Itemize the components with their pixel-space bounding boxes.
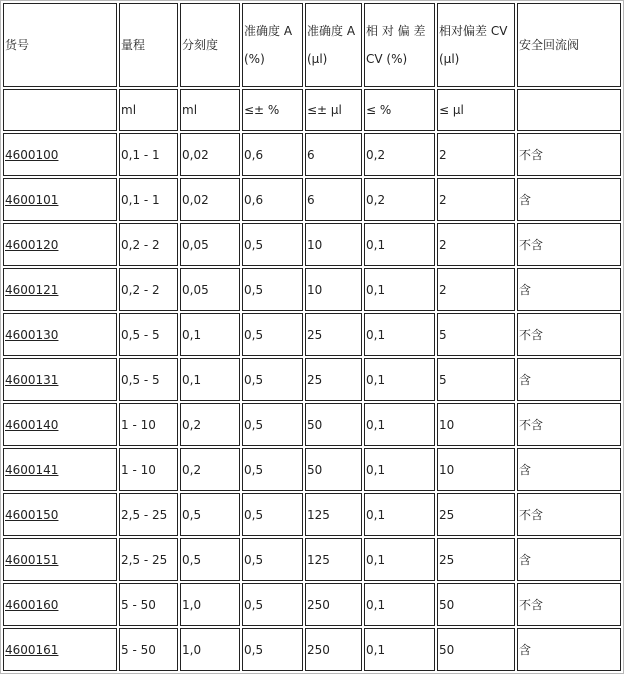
accuracy-ul-cell: 250 [305,583,362,626]
cv-ul-cell: 50 [437,583,515,626]
safety-valve-cell: 不含 [517,493,621,536]
cat-no-cell [3,223,117,266]
cat-no-link[interactable]: 4600120 [5,237,59,252]
division-cell: 0,1 [180,358,240,401]
safety-valve-cell: 不含 [517,133,621,176]
cat-no-cell [3,538,117,581]
division-cell: 1,0 [180,628,240,671]
cv-pct-cell: 0,1 [364,628,435,671]
safety-valve-cell: 不含 [517,583,621,626]
accuracy-ul-cell: 6 [305,133,362,176]
cv-ul-cell: 25 [437,493,515,536]
unit-division: ml [180,89,240,131]
safety-valve-cell: 含 [517,538,621,581]
accuracy-ul-cell: 6 [305,178,362,221]
division-cell: 1,0 [180,583,240,626]
range-cell: 0,2 - 2 [119,223,178,266]
table-row [3,178,621,221]
division-cell: 0,2 [180,448,240,491]
accuracy-pct-cell: 0,5 [242,358,303,401]
range-cell: 5 - 50 [119,628,178,671]
accuracy-pct-cell: 0,5 [242,223,303,266]
unit-safety-valve [517,89,621,131]
cv-pct-cell: 0,1 [364,403,435,446]
accuracy-ul-cell: 10 [305,223,362,266]
cat-no-link[interactable]: 4600150 [5,507,59,522]
accuracy-pct-cell: 0,5 [242,583,303,626]
cv-ul-cell: 5 [437,358,515,401]
safety-valve-cell: 不含 [517,403,621,446]
cv-ul-cell: 5 [437,313,515,356]
table-row [3,403,621,446]
header-safety-valve: 安全回流阀 [517,3,621,87]
cat-no-cell [3,448,117,491]
cat-no-link[interactable]: 4600131 [5,372,59,387]
division-cell: 0,02 [180,133,240,176]
range-cell: 1 - 10 [119,403,178,446]
header-cv-ul: 相对偏差 CV (µl) [437,3,515,87]
division-cell: 0,05 [180,268,240,311]
accuracy-pct-cell: 0,5 [242,628,303,671]
division-cell: 0,5 [180,538,240,581]
safety-valve-cell: 含 [517,268,621,311]
cat-no-link[interactable]: 4600141 [5,462,59,477]
units-row [3,89,621,131]
table-row [3,448,621,491]
accuracy-ul-cell: 50 [305,448,362,491]
range-cell: 1 - 10 [119,448,178,491]
cv-pct-cell: 0,1 [364,268,435,311]
accuracy-ul-cell: 10 [305,268,362,311]
cv-pct-cell: 0,1 [364,223,435,266]
cv-ul-cell: 2 [437,268,515,311]
range-cell: 0,5 - 5 [119,358,178,401]
accuracy-pct-cell: 0,5 [242,493,303,536]
safety-valve-cell: 含 [517,178,621,221]
cv-pct-cell: 0,1 [364,313,435,356]
accuracy-ul-cell: 125 [305,493,362,536]
header-cat-no: 货号 [3,3,117,87]
safety-valve-cell: 含 [517,628,621,671]
table-row [3,268,621,311]
safety-valve-cell: 不含 [517,223,621,266]
accuracy-pct-cell: 0,5 [242,403,303,446]
cv-pct-cell: 0,1 [364,448,435,491]
safety-valve-cell: 含 [517,358,621,401]
range-cell: 0,1 - 1 [119,178,178,221]
range-cell: 2,5 - 25 [119,493,178,536]
division-cell: 0,5 [180,493,240,536]
cat-no-link[interactable]: 4600130 [5,327,59,342]
cv-ul-cell: 10 [437,403,515,446]
unit-accuracy-ul: ≤± µl [305,89,362,131]
cv-pct-cell: 0,2 [364,133,435,176]
cv-pct-cell: 0,1 [364,493,435,536]
cat-no-cell [3,268,117,311]
header-row [3,3,621,87]
division-cell: 0,02 [180,178,240,221]
cat-no-cell [3,583,117,626]
cv-ul-cell: 2 [437,178,515,221]
cv-ul-cell: 10 [437,448,515,491]
cv-pct-cell: 0,2 [364,178,435,221]
division-cell: 0,2 [180,403,240,446]
table-row [3,313,621,356]
unit-accuracy-pct: ≤± % [242,89,303,131]
division-cell: 0,05 [180,223,240,266]
cat-no-link[interactable]: 4600140 [5,417,59,432]
cat-no-link[interactable]: 4600160 [5,597,59,612]
cv-ul-cell: 25 [437,538,515,581]
header-accuracy-ul: 准确度 A (µl) [305,3,362,87]
table-row [3,538,621,581]
header-cv-pct: 相 对 偏 差 CV (%) [364,3,435,87]
unit-cv-pct: ≤ % [364,89,435,131]
table-row [3,133,621,176]
cat-no-cell [3,133,117,176]
cat-no-link[interactable]: 4600151 [5,552,59,567]
range-cell: 2,5 - 25 [119,538,178,581]
unit-range: ml [119,89,178,131]
table-row [3,223,621,266]
cat-no-cell [3,178,117,221]
table-row [3,583,621,626]
accuracy-ul-cell: 50 [305,403,362,446]
accuracy-pct-cell: 0,5 [242,538,303,581]
table-row [3,628,621,671]
division-cell: 0,1 [180,313,240,356]
cat-no-cell [3,358,117,401]
table-row [3,493,621,536]
safety-valve-cell: 含 [517,448,621,491]
cat-no-link[interactable]: 4600100 [5,147,59,162]
table-row [3,358,621,401]
accuracy-ul-cell: 250 [305,628,362,671]
cv-ul-cell: 50 [437,628,515,671]
range-cell: 0,1 - 1 [119,133,178,176]
cat-no-cell [3,313,117,356]
header-accuracy-pct: 准确度 A (%) [242,3,303,87]
cat-no-link[interactable]: 4600121 [5,282,59,297]
header-division: 分刻度 [180,3,240,87]
range-cell: 5 - 50 [119,583,178,626]
accuracy-ul-cell: 25 [305,358,362,401]
cv-pct-cell: 0,1 [364,358,435,401]
accuracy-pct-cell: 0,6 [242,178,303,221]
cat-no-cell [3,493,117,536]
accuracy-pct-cell: 0,5 [242,313,303,356]
accuracy-pct-cell: 0,5 [242,268,303,311]
accuracy-ul-cell: 25 [305,313,362,356]
accuracy-pct-cell: 0,5 [242,448,303,491]
unit-cat-no [3,89,117,131]
unit-cv-ul: ≤ µl [437,89,515,131]
accuracy-ul-cell: 125 [305,538,362,581]
cat-no-link[interactable]: 4600161 [5,642,59,657]
cv-pct-cell: 0,1 [364,583,435,626]
cv-pct-cell: 0,1 [364,538,435,581]
safety-valve-cell: 不含 [517,313,621,356]
accuracy-pct-cell: 0,6 [242,133,303,176]
cat-no-cell [3,628,117,671]
cv-ul-cell: 2 [437,133,515,176]
range-cell: 0,5 - 5 [119,313,178,356]
cat-no-link[interactable]: 4600101 [5,192,59,207]
cat-no-cell [3,403,117,446]
cv-ul-cell: 2 [437,223,515,266]
range-cell: 0,2 - 2 [119,268,178,311]
header-range: 量程 [119,3,178,87]
